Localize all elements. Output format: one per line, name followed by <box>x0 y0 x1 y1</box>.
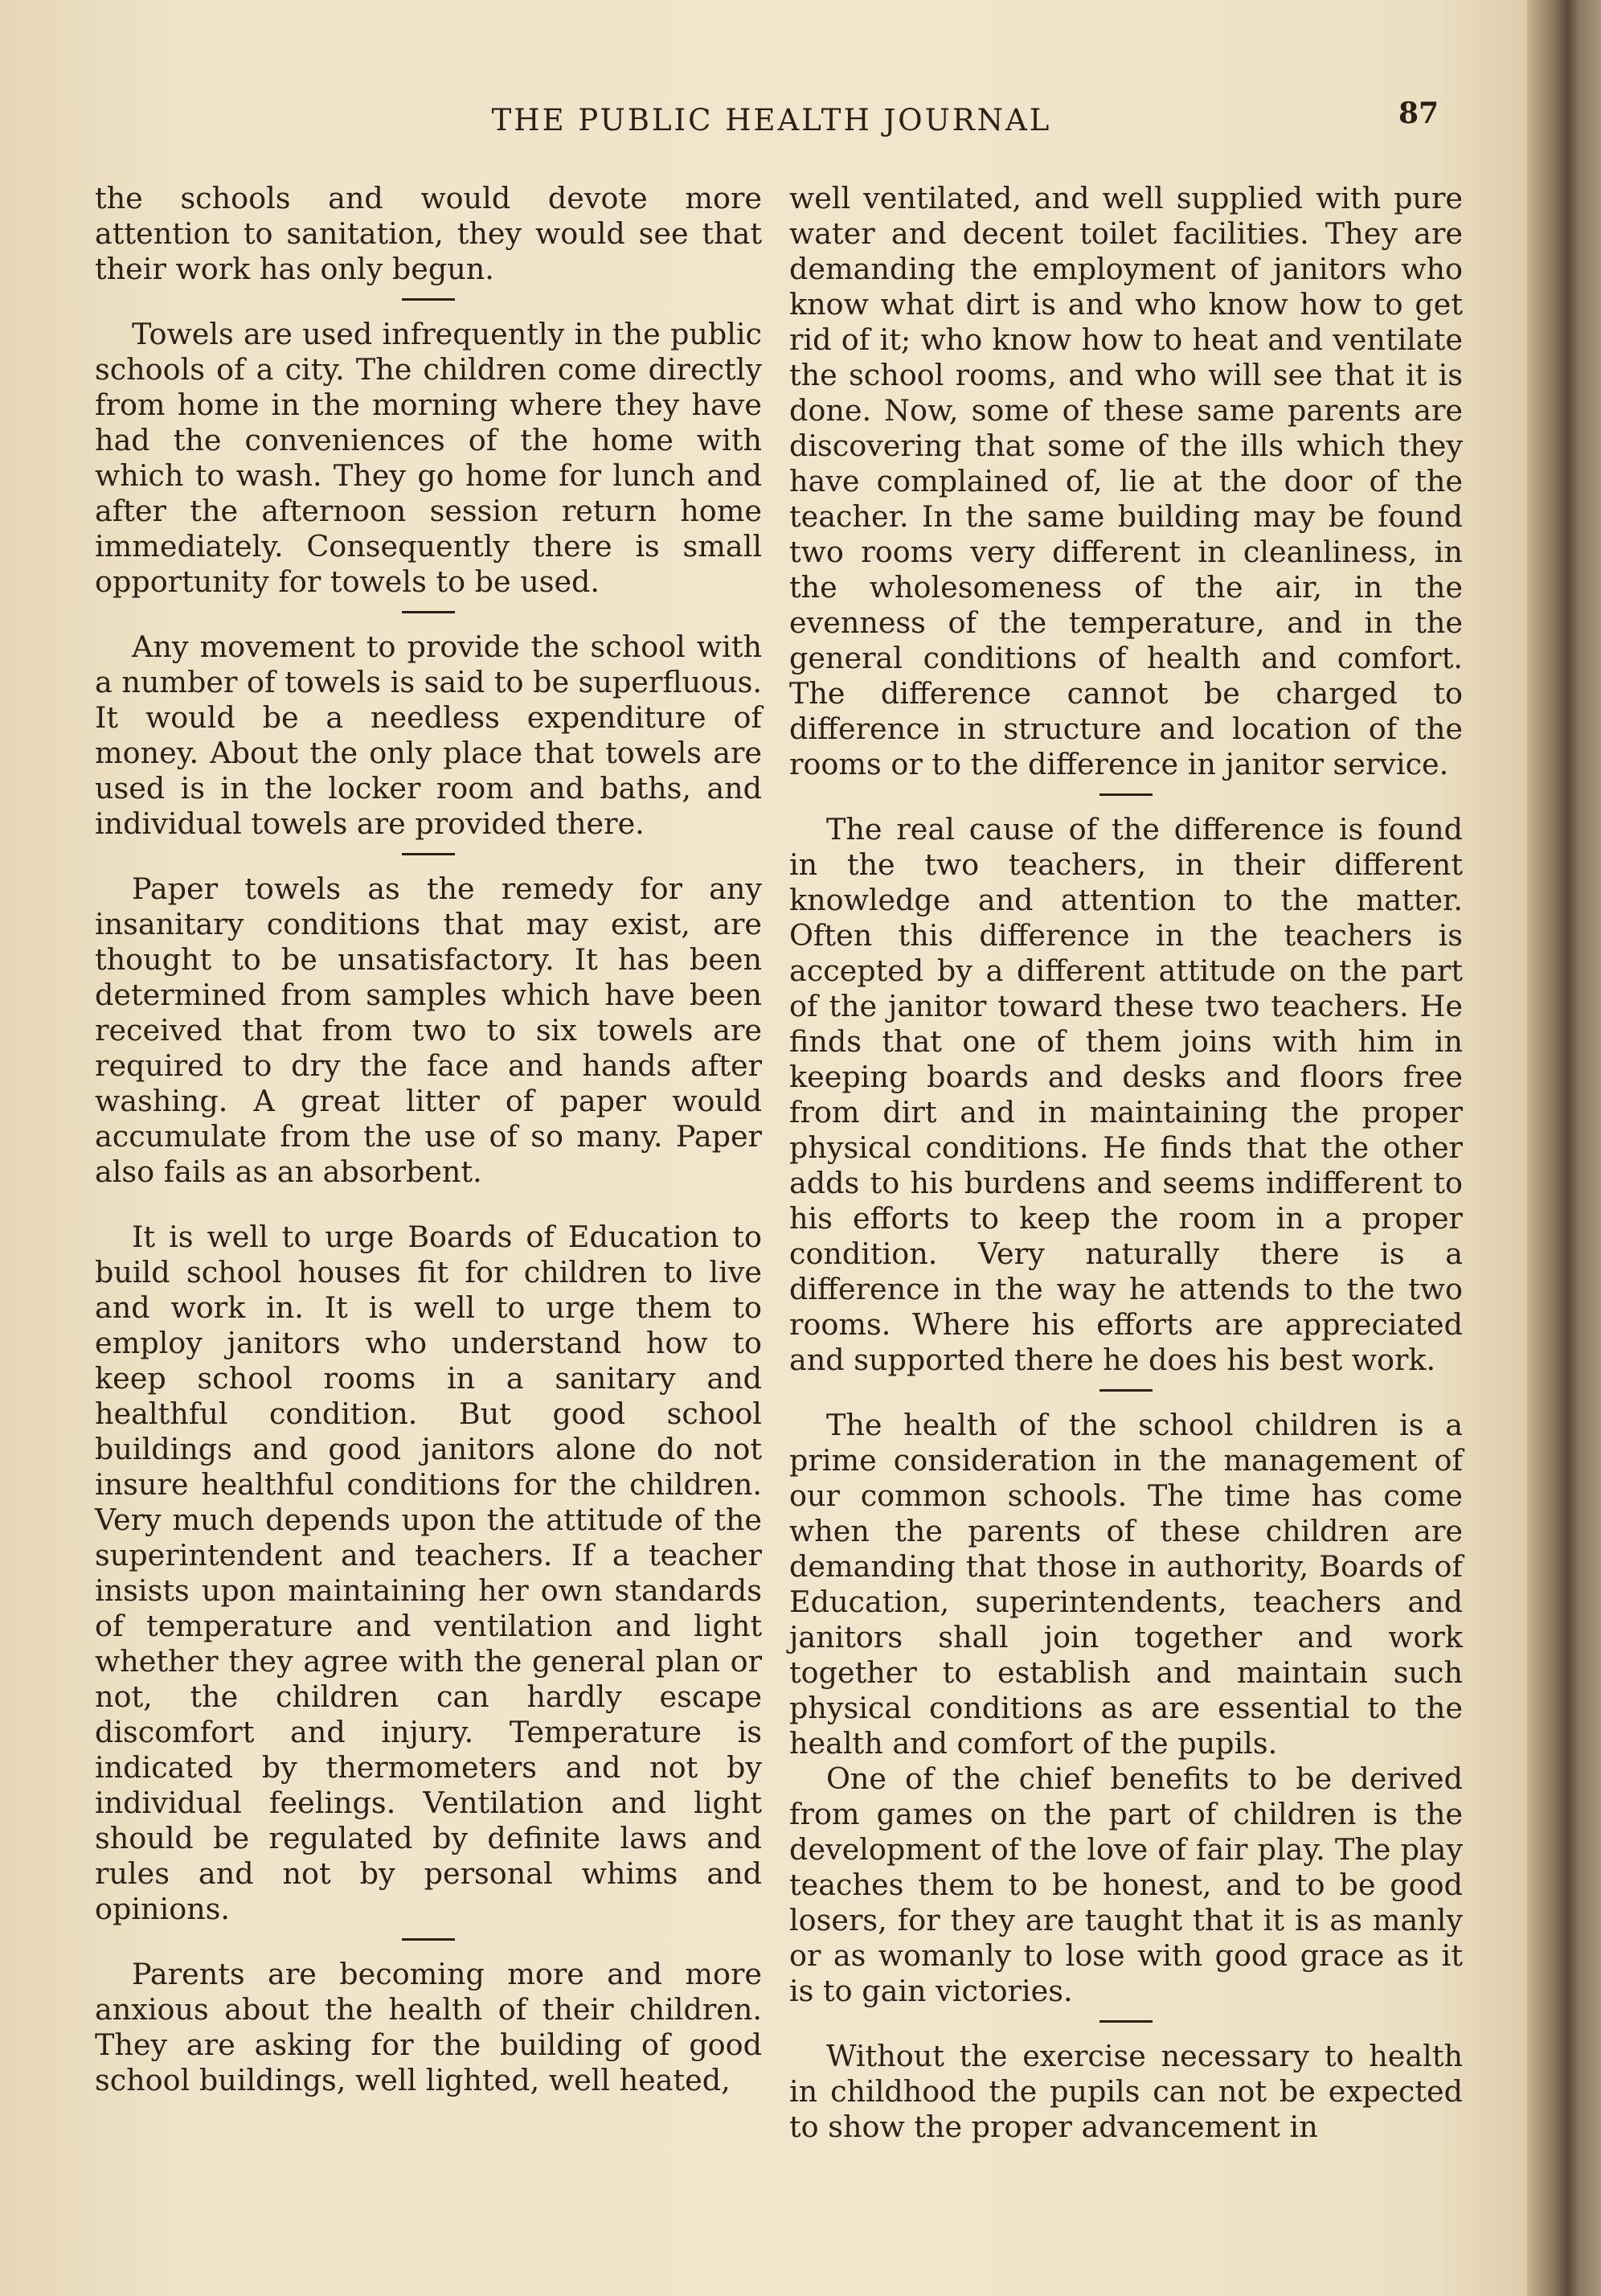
paragraph: the schools and would devote more attention to sanitation, they would see that their work has only begun. <box>95 181 762 286</box>
section-rule <box>402 1201 455 1203</box>
section-rule <box>1099 2020 1153 2023</box>
page-number: 87 <box>1398 96 1439 130</box>
paragraph: The real cause of the difference is found in the two teachers, in their different knowledge and attention to the matter. Often this difference in the teachers is accepted by a different attitude on the part of the janitor toward these two teachers. He finds that one of them joins with him in keeping boards and desks and floors free from dirt and in maintaining the proper physical conditions. He finds that the other adds to his burdens and seems indifferent to his efforts to keep the room in a proper condition. Very naturally there is a difference in the way he attends to the two rooms. Where his efforts are appreciated and supported there he does his best work. <box>789 812 1463 1377</box>
section-rule <box>1099 1389 1153 1392</box>
paragraph: Any movement to provide the school with a number of towels is said to be superfluous. It would be a needless expenditure of money. About the only place that towels are used is in the locker room and baths, and individual towels are provided there. <box>95 629 762 841</box>
book-spine <box>1527 0 1601 2296</box>
paragraph: The health of the school children is a prime consideration in the management of our common schools. The time has come when the parents of these children are demanding that those in authority, Boards of Education, superintendents, teachers and janitors shall join together and work together to establish and maintain such physical conditions as are essential to the health and comfort of the pupils. <box>789 1408 1463 1761</box>
section-rule <box>402 611 455 613</box>
running-head: THE PUBLIC HEALTH JOURNAL <box>491 103 1052 137</box>
section-rule <box>402 853 455 855</box>
paragraph: Towels are used infrequently in the public schools of a city. The children come directly from home in the morning where they have had the conveniences of the home with which to wash. They go home for lunch and after the afternoon session return home immediately. Consequently there is small opportunity for towels to be used. <box>95 317 762 599</box>
section-rule <box>1099 793 1153 796</box>
paragraph: Parents are becoming more and more anxious about the health of their children. They are asking for the building of good school buildings, well lighted, well heated, <box>95 1957 762 2097</box>
section-rule <box>402 1938 455 1941</box>
paragraph: well ventilated, and well supplied with pure water and decent toilet facilities. They are demanding the employment of janitors who know what dirt is and who know how to get rid of it; who know how to heat and ventilate the school rooms, and who will see that it is done. Now, some of these same parents are discovering that some of the ills which they have complained of, lie at the door of the teacher. In the same building may be found two rooms very different in cleanliness, in the wholesomeness of the air, in the evenness of the temperature, and in the general conditions of health and comfort. The difference cannot be charged to difference in structure and location of the rooms or to the difference in janitor service. <box>789 181 1463 781</box>
left-column <box>95 181 762 2098</box>
section-rule <box>402 298 455 301</box>
paragraph: Without the exercise necessary to health in childhood the pupils can not be expected to show the proper advancement in <box>789 2039 1463 2144</box>
paragraph: One of the chief benefits to be derived from games on the part of children is the development of the love of fair play. The play teaches them to be honest, and to be good losers, for they are taught that it is as manly or as womanly to lose with good grace as it is to gain victories. <box>789 1761 1463 2008</box>
paragraph: Paper towels as the remedy for any insanitary conditions that may exist, are thought to be unsatisfactory. It has been determined from samples which have been received that from two to six towels are required to dry the face and hands after washing. A great litter of paper would accumulate from the use of so many. Paper also fails as an absorbent. <box>95 871 762 1189</box>
paragraph: It is well to urge Boards of Education to build school houses fit for children to live and work in. It is well to urge them to employ janitors who understand how to keep school rooms in a sanitary and healthful condition. But good school buildings and good janitors alone do not insure healthful conditions for the children. Very much depends upon the attitude of the superintendent and teachers. If a teacher insists upon maintaining her own standards of temperature and ventilation and light whether they agree with the general plan or not, the children can hardly escape discomfort and injury. Temperature is indicated by thermometers and not by individual feelings. Ventilation and light should be regulated by definite laws and rules and not by personal whims and opinions. <box>95 1220 762 1926</box>
right-column <box>789 181 1463 2145</box>
